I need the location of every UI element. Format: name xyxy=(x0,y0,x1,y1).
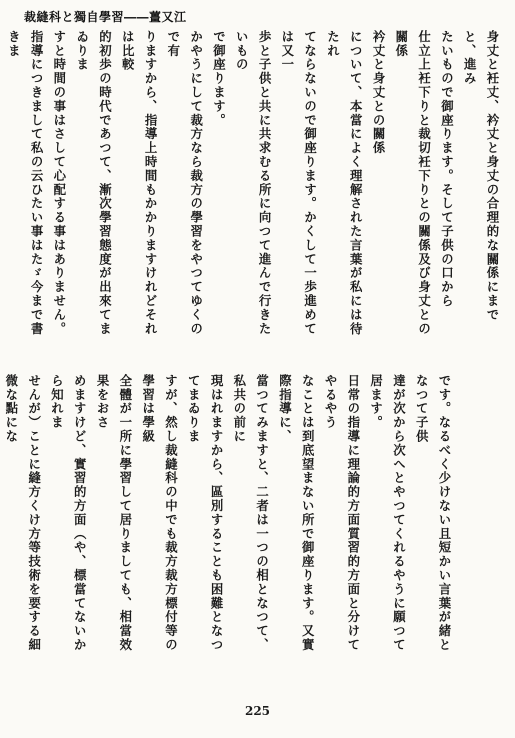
text-line: 指導につきまして私の云ひたい事はたゞ今まで書きま xyxy=(6,30,45,336)
text-line: です。なるべく少けない且短かい言葉が緒となつて子供 xyxy=(414,374,452,652)
text-line: 當つてみますと、二者は一つの相となつて、私共の前に xyxy=(231,374,270,652)
text-line-heading: 衿丈と身丈との關係 xyxy=(371,30,387,156)
text-line: たいもので御座ります。そして子供の口から xyxy=(439,30,455,308)
running-header: 裁縫科と獨自學習――薑又江 xyxy=(24,10,187,24)
text-line: 日常の指導に理論的方面質習的方面と分けてやるやう xyxy=(323,374,361,652)
text-line: かやうにして裁方なら裁方の學習をやつてゆくので有 xyxy=(165,30,204,336)
text-line: 達が次から次へとやつてくれるやうに願つて居ます。 xyxy=(368,374,407,652)
text-line: 歩と子供と共に共求むる所に向つて進んで行きたいもの xyxy=(234,30,273,336)
text-line: すが、然し裁縫科の中でも裁方裁方標付等の學習は學級 xyxy=(140,374,179,652)
upper-text-block xyxy=(0,30,503,342)
text-line: すと時間の事はさして心配する事はありません。 xyxy=(51,30,67,336)
text-line xyxy=(0,30,1,342)
text-line: せんが）ことに縫方くけ方等技術を要する細微な點にな xyxy=(3,374,42,652)
text-line: 身丈と衽丈、衿丈と身丈の合理的な關係にまでと、進み xyxy=(462,30,500,322)
text-line: めますけど、實習的方面（や、標當てないから知れま xyxy=(49,374,88,652)
text-line: なことは到底望まない所で御座ります。又實際指導に、 xyxy=(277,374,316,652)
text-line: について、本當によく理解された言葉が私には待たれ xyxy=(325,30,364,336)
page-number: 225 xyxy=(244,704,271,718)
text-line: 全體が一所に學習して居りましても、相當效果をおさ xyxy=(95,374,133,652)
text-line: てならないので御座ります。かくして一歩進めては又一 xyxy=(279,30,318,336)
lower-text-block xyxy=(0,374,455,662)
text-line: 現はれますから、區別することも困難となつてまゐりま xyxy=(186,374,225,652)
text-line: 的初歩の時代であつて、漸次學習態度が出來てまゐりま xyxy=(74,30,113,336)
text-line-heading: 仕立上衽下りと裁切衽下りとの關係及び身丈との關係 xyxy=(393,30,432,336)
text-line: で御座ります。 xyxy=(211,30,227,128)
text-line: りますから、指導上時間もかかりますけれどそれは比較 xyxy=(120,30,159,336)
